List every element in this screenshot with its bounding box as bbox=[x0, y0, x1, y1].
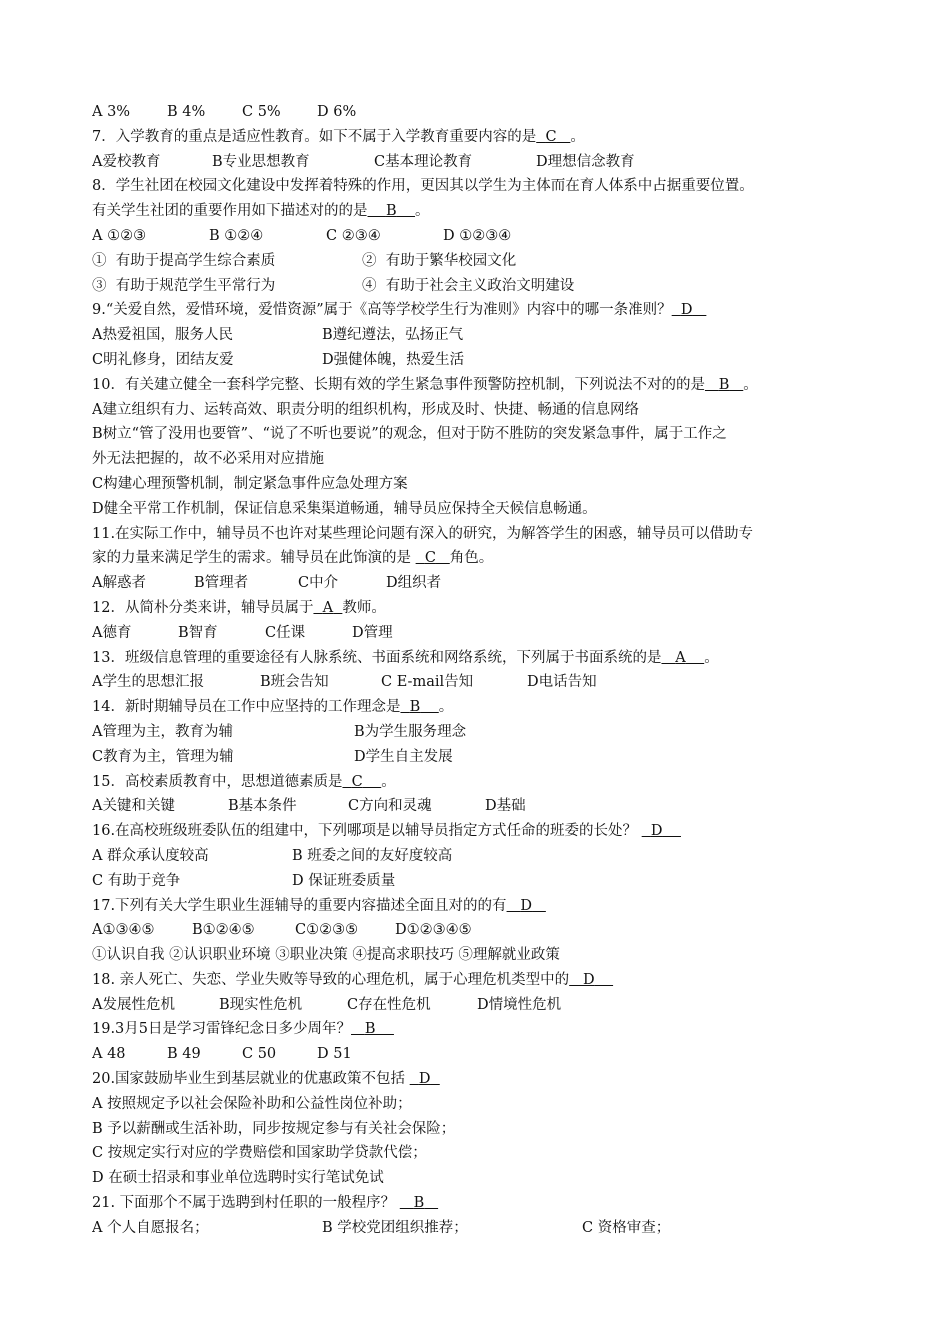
option: D管理 bbox=[352, 624, 393, 641]
answer-value: D bbox=[418, 1071, 431, 1088]
option: C教育为主，管理为辅 bbox=[92, 748, 234, 765]
option: B专业思想教育 bbox=[212, 153, 310, 170]
option: D强健体魄，热爱生活 bbox=[322, 351, 465, 368]
options-line bbox=[92, 621, 872, 646]
answer-value: C bbox=[351, 773, 363, 790]
stem-text: 15．高校素质教育中，思想道德素质是 bbox=[92, 773, 343, 790]
options-line bbox=[92, 745, 872, 770]
question-stem bbox=[92, 1067, 872, 1092]
answer-blank bbox=[569, 972, 613, 988]
options-line bbox=[92, 720, 872, 745]
answer-value: B bbox=[718, 376, 730, 393]
options-line bbox=[92, 1216, 872, 1241]
options-line bbox=[92, 918, 872, 943]
answer-blank bbox=[342, 774, 381, 790]
answer-blank bbox=[507, 898, 546, 914]
option: D 保证班委质量 bbox=[292, 872, 396, 889]
option: B 4% bbox=[167, 104, 206, 120]
stem-end: 。 bbox=[415, 203, 430, 220]
question-stem-line: 11.在实际工作中，辅导员不也许对某些理论问题有深入的研究，为解答学生的困惑，辅导员可以借助专 bbox=[92, 525, 754, 542]
option: B 49 bbox=[167, 1046, 201, 1063]
option-line: D 在硕士招录和事业单位选聘时实行笔试免试 bbox=[92, 1170, 384, 1187]
option: B①②④⑤ bbox=[192, 922, 255, 939]
option: C任课 bbox=[265, 624, 306, 641]
option-line: A 按照规定予以社会保险补助和公益性岗位补助； bbox=[92, 1095, 412, 1112]
question-stem bbox=[92, 968, 872, 993]
options-line bbox=[92, 869, 872, 894]
stem-text: 21. 下面那个不属于选聘到村任职的一般程序？ bbox=[92, 1195, 396, 1212]
option: C 资格审查； bbox=[582, 1219, 671, 1236]
answer-blank bbox=[368, 203, 416, 219]
question-stem bbox=[92, 646, 872, 671]
option-line: C 按规定实行对应的学费赔偿和国家助学贷款代偿； bbox=[92, 1145, 427, 1162]
option: D情境性危机 bbox=[477, 996, 562, 1013]
option-line: C构建心理预警机制，制定紧急事件应急处理方案 bbox=[92, 475, 408, 492]
option-line: D健全平常工作机制，保证信息采集渠道畅通，辅导员应保持全天候信息畅通。 bbox=[92, 500, 597, 517]
option: B遵纪遵法，弘扬正气 bbox=[322, 327, 464, 344]
option: D电话告知 bbox=[527, 674, 597, 691]
option-line: A建立组织有力、运转高效、职责分明的组织机构，形成及时、快捷、畅通的信息网络 bbox=[92, 401, 639, 418]
option: B智育 bbox=[178, 624, 218, 641]
answer-blank bbox=[536, 129, 570, 145]
question-stem bbox=[92, 770, 872, 795]
answer-blank bbox=[705, 377, 743, 393]
question-stem bbox=[92, 596, 872, 621]
option: A 群众承认度较高 bbox=[92, 847, 209, 864]
stem-end: 角色。 bbox=[449, 550, 494, 567]
option-line: B树立“管了没用也要管”、“说了不听也要说”的观念，但对于防不胜防的突发紧急事件，属于工作之 bbox=[92, 426, 727, 443]
option: D基础 bbox=[485, 798, 526, 815]
answer-blank bbox=[400, 699, 438, 715]
answer-blank bbox=[642, 823, 681, 839]
stem-text: 10．有关建立健全一套科学完整、长期有效的学生紧急事件预警防控机制，下列说法不对的的是 bbox=[92, 376, 705, 393]
answer-value: B bbox=[364, 1021, 376, 1038]
option: C明礼修身，团结友爱 bbox=[92, 351, 234, 368]
question-stem bbox=[92, 199, 872, 224]
options-line bbox=[92, 670, 872, 695]
option: B为学生服务理念 bbox=[354, 723, 467, 740]
option: C E-mail告知 bbox=[381, 674, 474, 691]
option: D理想信念教育 bbox=[536, 153, 635, 170]
option: A ①②③ bbox=[92, 227, 147, 244]
question-list bbox=[92, 100, 872, 1241]
option: D ①②③④ bbox=[443, 227, 512, 244]
options-line bbox=[92, 571, 872, 596]
option: A 个人自愿报名； bbox=[92, 1219, 209, 1236]
answer-blank bbox=[672, 302, 707, 318]
option: A管理为主，教育为辅 bbox=[92, 723, 233, 740]
option: C 50 bbox=[242, 1046, 277, 1063]
options-line bbox=[92, 323, 872, 348]
answer-blank bbox=[410, 1071, 440, 1087]
item: ① 有助于提高学生综合素质 bbox=[92, 252, 276, 269]
option: C方向和灵魂 bbox=[348, 798, 432, 815]
items-line: ①认识自我 ②认识职业环境 ③职业决策 ④提高求职技巧 ⑤理解就业政策 bbox=[92, 947, 560, 964]
stem-text: 有关学生社团的重要作用如下描述对的的是 bbox=[92, 203, 368, 220]
option-line: 外无法把握的，故不必采用对应措施 bbox=[92, 451, 324, 468]
option: A 3% bbox=[92, 104, 131, 120]
items-line bbox=[92, 274, 872, 299]
option: A 48 bbox=[92, 1046, 126, 1063]
option: C①②③⑤ bbox=[295, 922, 359, 939]
option: A发展性危机 bbox=[92, 996, 175, 1013]
option-line: B 予以薪酬或生活补助，同步按规定参与有关社会保险； bbox=[92, 1120, 456, 1137]
question-stem bbox=[92, 125, 872, 150]
stem-text: 13．班级信息管理的重要途径有人脉系统、书面系统和网络系统，下列属于书面系统的是 bbox=[92, 649, 662, 666]
question-stem bbox=[92, 373, 872, 398]
stem-text: 14．新时期辅导员在工作中应坚持的工作理念是 bbox=[92, 699, 401, 716]
options-line bbox=[92, 794, 872, 819]
answer-blank bbox=[416, 550, 450, 566]
stem-text: 17.下列有关大学生职业生涯辅导的重要内容描述全面且对的的有 bbox=[92, 897, 507, 914]
question-stem-line: 8．学生社团在校园文化建设中发挥着特殊的作用，更因其以学生为主体而在育人体系中占据重要位置。 bbox=[92, 178, 754, 195]
question-stem bbox=[92, 298, 872, 323]
option: D 51 bbox=[317, 1046, 352, 1063]
options-line bbox=[92, 1042, 872, 1067]
answer-blank bbox=[400, 1195, 438, 1211]
answer-value: A bbox=[675, 649, 686, 666]
stem-end: 。 bbox=[704, 649, 719, 666]
answer-value: D bbox=[520, 897, 533, 914]
option: C 5% bbox=[242, 104, 281, 120]
option: A热爱祖国，服务人民 bbox=[92, 327, 233, 344]
option: D组织者 bbox=[386, 575, 442, 592]
option: B基本条件 bbox=[228, 798, 297, 815]
question-stem bbox=[92, 1191, 872, 1216]
options-line bbox=[92, 224, 872, 249]
option: B班会告知 bbox=[260, 674, 329, 691]
answer-value: C bbox=[424, 550, 436, 567]
stem-text: 18. 亲人死亡、失恋、学业失败等导致的心理危机，属于心理危机类型中的 bbox=[92, 971, 570, 988]
items-line bbox=[92, 249, 872, 274]
option: B 学校党团组织推荐； bbox=[322, 1219, 468, 1236]
option: A爱校教育 bbox=[92, 153, 161, 170]
answer-value: A bbox=[322, 599, 334, 616]
answer-value: D bbox=[650, 823, 663, 840]
question-stem bbox=[92, 546, 872, 571]
stem-text: 7．入学教育的重点是适应性教育。如下不属于入学教育重要内容的是 bbox=[92, 128, 537, 145]
option: C存在性危机 bbox=[347, 996, 431, 1013]
option: A解惑者 bbox=[92, 575, 146, 592]
answer-value: B bbox=[409, 699, 421, 716]
option: A关键和关键 bbox=[92, 798, 175, 815]
stem-text: 20.国家鼓励毕业生到基层就业的优惠政策不包括 bbox=[92, 1071, 406, 1088]
options-line bbox=[92, 993, 872, 1018]
option: D①②③④⑤ bbox=[395, 922, 472, 939]
answer-value: D bbox=[583, 971, 595, 988]
answer-value: B bbox=[413, 1195, 425, 1212]
answer-value: C bbox=[545, 128, 557, 145]
item: ② 有助于繁华校园文化 bbox=[362, 252, 517, 269]
stem-text: 家的力量来满足学生的需求。辅导员在此饰演的是 bbox=[92, 550, 411, 567]
option: B现实性危机 bbox=[219, 996, 303, 1013]
option: B 班委之间的友好度较高 bbox=[292, 847, 453, 864]
stem-text: 16.在高校班级班委队伍的组建中，下列哪项是以辅导员指定方式任命的班委的长处？ bbox=[92, 823, 638, 840]
stem-end: 。 bbox=[743, 376, 758, 393]
stem-text: 12．从简朴分类来讲，辅导员属于 bbox=[92, 599, 314, 616]
option: B ①②④ bbox=[209, 227, 264, 244]
options-line bbox=[92, 348, 872, 373]
options-line bbox=[92, 844, 872, 869]
answer-blank bbox=[661, 650, 704, 666]
options-line bbox=[92, 100, 872, 125]
option: D 6% bbox=[317, 104, 357, 120]
option: C中介 bbox=[298, 575, 339, 592]
answer-value: D bbox=[680, 302, 693, 319]
options-line bbox=[92, 150, 872, 175]
item: ③ 有助于规范学生平常行为 bbox=[92, 277, 276, 294]
question-stem bbox=[92, 1017, 872, 1042]
option: C ②③④ bbox=[326, 227, 381, 244]
option: C 有助于竞争 bbox=[92, 872, 181, 889]
question-stem bbox=[92, 894, 872, 919]
stem-end: 教师。 bbox=[342, 599, 386, 616]
option: B管理者 bbox=[194, 575, 249, 592]
answer-blank bbox=[351, 1021, 394, 1037]
question-stem bbox=[92, 695, 872, 720]
option: A德育 bbox=[92, 624, 132, 641]
option: A①③④⑤ bbox=[92, 922, 155, 939]
stem-end: 。 bbox=[570, 128, 585, 145]
option: C基本理论教育 bbox=[374, 153, 473, 170]
option: D学生自主发展 bbox=[354, 748, 453, 765]
option: A学生的思想汇报 bbox=[92, 674, 204, 691]
item: ④ 有助于社会主义政治文明建设 bbox=[362, 277, 575, 294]
stem-end: 。 bbox=[381, 773, 396, 790]
stem-text: 9.“关爱自然，爱惜环境，爱惜资源”属于《高等学校学生行为准则》内容中的哪一条准则？ bbox=[92, 302, 672, 319]
question-stem bbox=[92, 819, 872, 844]
stem-end: 。 bbox=[438, 699, 454, 716]
answer-blank bbox=[313, 600, 342, 616]
stem-text: 19.3月5日是学习雷锋纪念日多少周年？ bbox=[92, 1021, 352, 1038]
answer-value: B bbox=[385, 203, 397, 220]
